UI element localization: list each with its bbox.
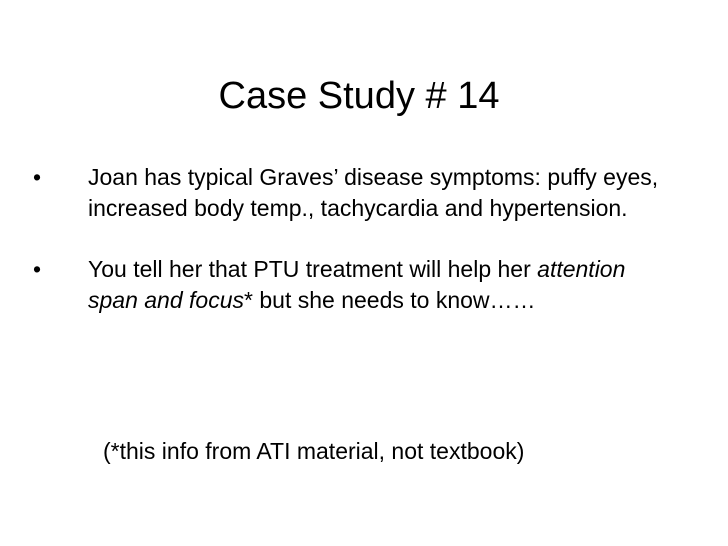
bullet-marker: • [33,256,42,282]
slide-title: Case Study # 14 [218,75,500,117]
bullet-item [33,162,683,224]
bullet-item [33,254,683,316]
bullet-text-tail: * but she needs to know…… [244,287,536,313]
bullet-text [88,162,681,224]
bullet-list [33,162,683,316]
bullet-text [88,254,681,316]
footnote: (*this info from ATI material, not textbook) [103,438,525,464]
bullet-text-main: Joan has typical Graves’ disease symptoms: puffy eyes, increased body temp., tachycardia and hypertension. [88,164,659,221]
bullet-marker: • [33,164,42,190]
bullet-text-main: You tell her that PTU treatment will help her [88,256,538,282]
bullet-text-emphasis: attention span and focus [88,256,626,313]
